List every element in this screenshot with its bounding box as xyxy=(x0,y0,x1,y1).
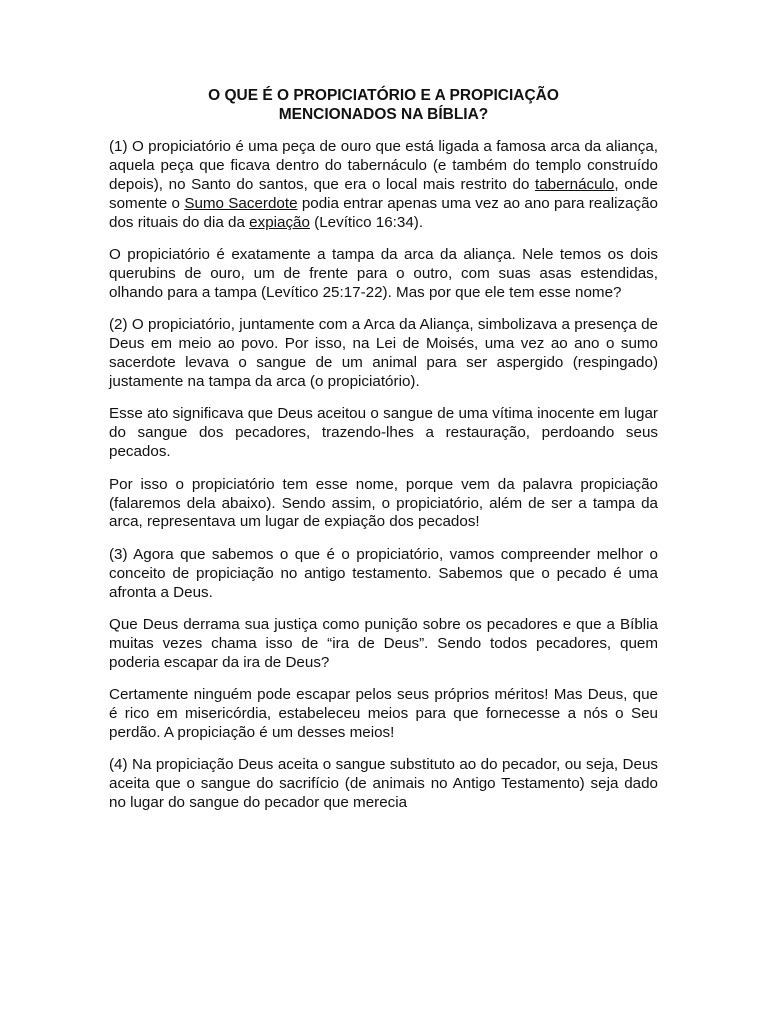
title-line-2: MENCIONADOS NA BÍBLIA? xyxy=(278,106,489,123)
title-line-1: O QUE É O PROPICIATÓRIO E A PROPICIAÇÃO xyxy=(208,87,559,104)
tabernaculo-link[interactable]: tabernáculo xyxy=(535,175,615,193)
paragraph-1-text-d: (Levítico 16:34). xyxy=(309,213,424,231)
paragraph-3: (2) O propiciatório, juntamente com a Arca da Aliança, simbolizava a presença de Deus em meio ao povo. Por isso, na Lei de Moisés, uma vez ao ano o sumo sacerdote levava o sangue de um animal para ser aspergido (respingado) justamente na tampa da arca (o propiciatório). xyxy=(109,316,658,390)
paragraph-2: O propiciatório é exatamente a tampa da arca da aliança. Nele temos os dois querubins de ouro, um de frente para o outro, com suas asas estendidas, olhando para a tampa (Levítico 25:17-22). Mas por que ele tem esse nome? xyxy=(109,246,658,301)
paragraph-5: Por isso o propiciatório tem esse nome, porque vem da palavra propiciação (falaremos dela abaixo). Sendo assim, o propiciatório, além de ser a tampa da arca, representava um lugar de expiação dos pecados! xyxy=(109,475,658,531)
paragraph-1-text-c: podia entrar apenas uma vez ao ano para realização dos rituais do dia da xyxy=(109,194,658,231)
paragraph-1-text-a: (1) O propiciatório é uma peça de ouro que está ligada a famosa arca da aliança, aquela peça que ficava dentro do tabernáculo (e também do templo construído depois), no Santo do santos, que era o local mais restrito do xyxy=(109,138,658,193)
paragraph-6: (3) Agora que sabemos o que é o propiciatório, vamos compreender melhor o conceito de propiciação no antigo testamento. Sabemos que o pecado é uma afronta a Deus. xyxy=(109,545,658,601)
paragraph-4: Esse ato significava que Deus aceitou o sangue de uma vítima inocente em lugar do sangue dos pecadores, trazendo-lhes a restauração, perdoando seus pecados. xyxy=(109,405,658,461)
expiacao-link[interactable]: expiação xyxy=(249,213,310,231)
sumo-sacerdote-link[interactable]: Sumo Sacerdote xyxy=(184,194,298,212)
paragraph-7: Que Deus derrama sua justiça como punição sobre os pecadores e que a Bíblia muitas vezes chama isso de “ira de Deus”. Sendo todos pecadores, quem poderia escapar da ira de Deus? xyxy=(109,616,658,671)
document-page xyxy=(109,86,658,813)
paragraph-9: (4) Na propiciação Deus aceita o sangue substituto ao do pecador, ou seja, Deus aceita que o sangue do sacrifício (de animais no Antigo Testamento) seja dado no lugar do sangue do pecador que merecia xyxy=(109,756,658,812)
paragraph-1 xyxy=(109,138,658,233)
page-title xyxy=(109,86,658,124)
paragraph-8: Certamente ninguém pode escapar pelos seus próprios méritos! Mas Deus, que é rico em misericórdia, estabeleceu meios para que fornecesse a nós o Seu perdão. A propiciação é um desses meios! xyxy=(109,686,658,742)
paragraph-1-text-b: , onde somente o xyxy=(109,175,658,212)
